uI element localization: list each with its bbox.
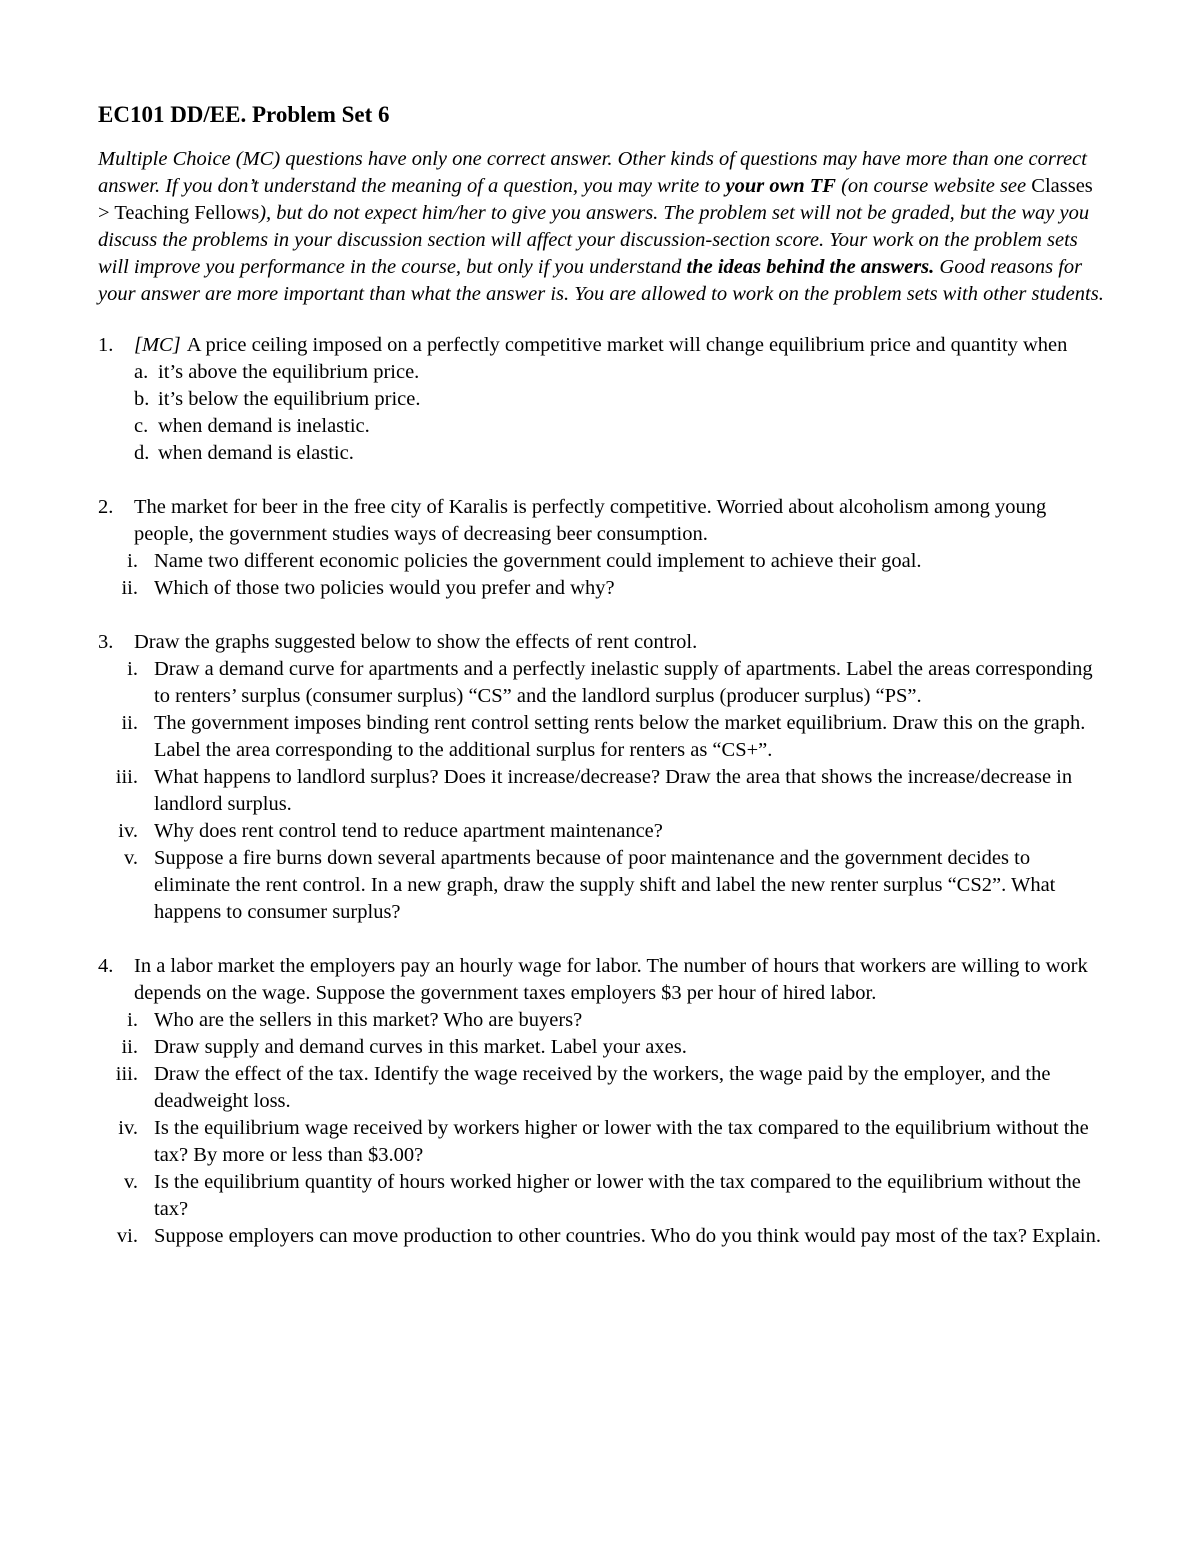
subquestion-list (98, 548, 1108, 602)
question-3 (98, 629, 1108, 926)
subquestion-item (98, 548, 1108, 575)
question-2 (98, 494, 1108, 602)
subquestion-text: Draw a demand curve for apartments and a perfectly inelastic supply of apartments. Label the areas corresponding to renters’ surplus (consumer surplus) “CS” and the landlord surplus (producer surplus) “PS”. (154, 658, 1093, 707)
option-label: d. (134, 442, 150, 464)
mc-tag: [MC] (134, 334, 181, 356)
subquestion-item (98, 1034, 1108, 1061)
question-text: Draw the graphs suggested below to show the effects of rent control. (134, 631, 698, 653)
subquestion-item (98, 656, 1108, 710)
intro-text-2: (on course website see (835, 175, 1032, 197)
option-item (134, 413, 1108, 440)
subquestion-label: ii. (121, 1036, 138, 1058)
subquestion-label: i. (127, 658, 138, 680)
option-item (134, 359, 1108, 386)
question-1-stem: A price ceiling imposed on a perfectly competitive market will change equilibrium price and quantity when (186, 334, 1068, 356)
question-text: The market for beer in the free city of Karalis is perfectly competitive. Worried about alcoholism among young people, the government studies ways of decreasing beer consumption. (134, 496, 1047, 545)
subquestion-label: vi. (116, 1225, 138, 1247)
subquestion-label: v. (123, 847, 138, 869)
intro-bold-tf: your own TF (725, 175, 836, 197)
subquestion-label: ii. (121, 712, 138, 734)
option-text: it’s below the equilibrium price. (158, 388, 421, 410)
question-1 (98, 332, 1108, 467)
subquestion-label: v. (123, 1171, 138, 1193)
instructions-paragraph (98, 146, 1108, 308)
subquestion-text: Is the equilibrium quantity of hours worked higher or lower with the tax compared to the equilibrium without the tax? (154, 1171, 1081, 1220)
option-item (134, 386, 1108, 413)
question-number: 4. (98, 955, 114, 977)
subquestion-item (98, 845, 1108, 926)
subquestion-item (98, 710, 1108, 764)
subquestion-text: The government imposes binding rent control setting rents below the market equilibrium. Draw this on the graph. Label the area corresponding to the additional surplus for renters as “CS+”. (154, 712, 1086, 761)
subquestion-label: iv. (118, 820, 138, 842)
subquestion-text: Draw the effect of the tax. Identify the wage received by the workers, the wage paid by the employer, and the deadweight loss. (154, 1063, 1051, 1112)
question-text: In a labor market the employers pay an hourly wage for labor. The number of hours that workers are willing to work depends on the wage. Suppose the government taxes employers $3 per hour of hired labor. (134, 955, 1088, 1004)
intro-text-4: Good reasons for your answer are more important than what the answer is. You are allowed to work on the problem sets with other students. (98, 256, 1104, 305)
option-label: a. (134, 361, 149, 383)
subquestion-item (98, 575, 1108, 602)
subquestion-text: Who are the sellers in this market? Who are buyers? (154, 1009, 583, 1031)
subquestion-text: Why does rent control tend to reduce apartment maintenance? (154, 820, 663, 842)
option-label: c. (134, 415, 149, 437)
question-number: 2. (98, 496, 114, 518)
subquestion-text: What happens to landlord surplus? Does it increase/decrease? Draw the area that shows the increase/decrease in landlord surplus. (154, 766, 1073, 815)
option-list (134, 359, 1108, 467)
question-number: 3. (98, 631, 114, 653)
subquestion-text: Suppose a fire burns down several apartments because of poor maintenance and the government decides to eliminate the rent control. In a new graph, draw the supply shift and label the new renter surplus “CS2”. What happens to consumer surplus? (154, 847, 1056, 923)
question-4 (98, 953, 1108, 1250)
subquestion-item (98, 764, 1108, 818)
document-page (98, 100, 1108, 1277)
question-number: 1. (98, 334, 114, 356)
subquestion-list (98, 656, 1108, 926)
option-item (134, 440, 1108, 467)
subquestion-text: Name two different economic policies the government could implement to achieve their goal. (154, 550, 922, 572)
intro-bold-ideas: the ideas behind the answers. (686, 256, 935, 278)
intro-text-3: ), but do not expect him/her to give you answers. The problem set will not be graded, but the way you discuss the problems in your discussion section will affect your discussion-section score. Your work on the problem sets will improve you performance in the course, but only if you understand (98, 202, 1090, 278)
subquestion-item (98, 1115, 1108, 1169)
option-text: when demand is inelastic. (158, 415, 370, 437)
subquestion-label: iii. (115, 766, 138, 788)
subquestion-text: Which of those two policies would you prefer and why? (154, 577, 615, 599)
subquestion-item (98, 1061, 1108, 1115)
subquestion-item (98, 1223, 1108, 1250)
document-title: EC101 DD/EE. Problem Set 6 (98, 102, 390, 127)
intro-nav-path: Classes > Teaching Fellows (98, 175, 1093, 224)
subquestion-label: iv. (118, 1117, 138, 1139)
subquestion-text: Suppose employers can move production to other countries. Who do you think would pay most of the tax? Explain. (154, 1225, 1102, 1247)
subquestion-item (98, 818, 1108, 845)
subquestion-label: iii. (115, 1063, 138, 1085)
subquestion-label: i. (127, 550, 138, 572)
option-label: b. (134, 388, 150, 410)
subquestion-text: Is the equilibrium wage received by workers higher or lower with the tax compared to the equilibrium without the tax? By more or less than $3.00? (154, 1117, 1089, 1166)
question-text (134, 332, 1108, 359)
subquestion-list (98, 1007, 1108, 1250)
intro-text-1: Multiple Choice (MC) questions have only one correct answer. Other kinds of questions may have more than one correct answer. If you don’t understand the meaning of a question, you may write to (98, 148, 1087, 197)
subquestion-text: Draw supply and demand curves in this market. Label your axes. (154, 1036, 687, 1058)
option-text: it’s above the equilibrium price. (158, 361, 420, 383)
subquestion-label: ii. (121, 577, 138, 599)
subquestion-item (98, 1007, 1108, 1034)
subquestion-label: i. (127, 1009, 138, 1031)
option-text: when demand is elastic. (158, 442, 354, 464)
subquestion-item (98, 1169, 1108, 1223)
